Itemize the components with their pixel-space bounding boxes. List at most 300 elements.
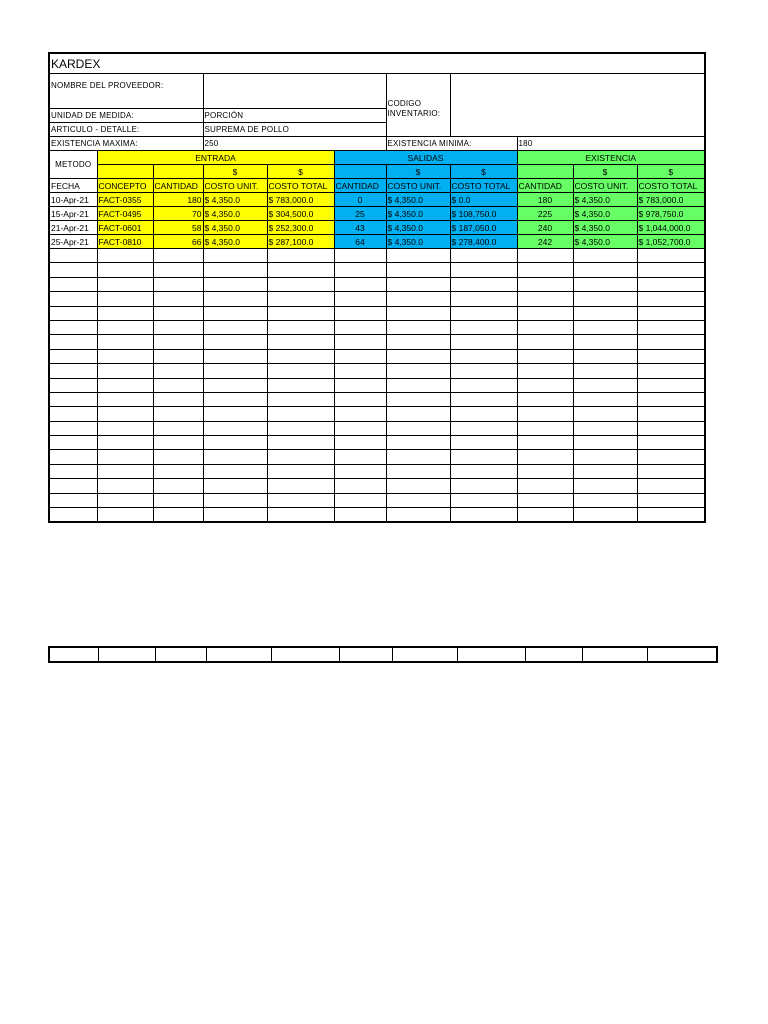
cell-r1-c0[interactable]: 15-Apr-21: [49, 207, 97, 221]
cell-r0-c4[interactable]: $ 783,000.0: [267, 193, 334, 207]
empty-cell[interactable]: [386, 349, 450, 363]
empty-cell[interactable]: [203, 479, 267, 493]
empty-cell[interactable]: [573, 277, 637, 291]
empty-cell[interactable]: [450, 493, 517, 507]
empty-cell[interactable]: [517, 493, 573, 507]
existencia-header: EXISTENCIA: [517, 151, 705, 165]
empty-cell[interactable]: [267, 306, 334, 320]
empty-cell[interactable]: [637, 392, 705, 406]
empty-cell[interactable]: [573, 407, 637, 421]
empty-cell[interactable]: [153, 263, 203, 277]
empty-cell[interactable]: [49, 421, 97, 435]
empty-cell[interactable]: [97, 493, 153, 507]
empty-cell[interactable]: [203, 493, 267, 507]
column-header-1: CONCEPTO: [97, 179, 153, 193]
column-header-2: CANTIDAD: [153, 179, 203, 193]
empty-cell[interactable]: [153, 378, 203, 392]
empty-cell[interactable]: [573, 349, 637, 363]
cell-r0-c9[interactable]: $ 4,350.0: [573, 193, 637, 207]
empty-cell[interactable]: [49, 378, 97, 392]
empty-cell[interactable]: [334, 378, 386, 392]
empty-cell[interactable]: [97, 421, 153, 435]
empty-cell[interactable]: [49, 479, 97, 493]
cell-r0-c5[interactable]: 0: [334, 193, 386, 207]
exist-min-value[interactable]: 180: [517, 137, 705, 151]
empty-row: [49, 249, 705, 263]
empty-cell[interactable]: [203, 292, 267, 306]
empty-cell[interactable]: [386, 306, 450, 320]
empty-cell[interactable]: [267, 493, 334, 507]
empty-cell[interactable]: [386, 320, 450, 334]
empty-cell[interactable]: [517, 292, 573, 306]
empty-row: [49, 320, 705, 334]
empty-cell[interactable]: [573, 493, 637, 507]
empty-cell[interactable]: [153, 364, 203, 378]
cell-r2-c6[interactable]: $ 4,350.0: [386, 221, 450, 235]
empty-cell[interactable]: [450, 378, 517, 392]
empty-cell[interactable]: [97, 407, 153, 421]
empty-cell[interactable]: [97, 378, 153, 392]
empty-cell[interactable]: [386, 450, 450, 464]
empty-cell[interactable]: [267, 421, 334, 435]
cell-r3-c9[interactable]: $ 4,350.0: [573, 235, 637, 249]
empty-cell[interactable]: [49, 508, 97, 523]
empty-cell[interactable]: [49, 392, 97, 406]
empty-cell[interactable]: [450, 335, 517, 349]
empty-cell[interactable]: [153, 320, 203, 334]
empty-cell[interactable]: [450, 407, 517, 421]
empty-cell[interactable]: [203, 450, 267, 464]
empty-cell[interactable]: [97, 450, 153, 464]
empty-cell[interactable]: [267, 508, 334, 523]
currency-subheader-4: [334, 165, 386, 179]
empty-cell[interactable]: [267, 378, 334, 392]
empty-cell[interactable]: [97, 508, 153, 523]
empty-cell[interactable]: [450, 436, 517, 450]
empty-cell[interactable]: [637, 508, 705, 523]
empty-cell[interactable]: [49, 450, 97, 464]
empty-cell[interactable]: [97, 464, 153, 478]
empty-cell[interactable]: [637, 349, 705, 363]
empty-cell[interactable]: [153, 421, 203, 435]
empty-cell[interactable]: [153, 335, 203, 349]
cell-r1-c2[interactable]: 70: [153, 207, 203, 221]
column-header-8: CANTIDAD: [517, 179, 573, 193]
empty-cell[interactable]: [386, 479, 450, 493]
kardex-sheet: [48, 52, 706, 523]
empty-cell[interactable]: [450, 450, 517, 464]
empty-cell[interactable]: [334, 335, 386, 349]
empty-cell[interactable]: [267, 407, 334, 421]
empty-cell[interactable]: [450, 392, 517, 406]
cell-r0-c0[interactable]: 10-Apr-21: [49, 193, 97, 207]
empty-row: [49, 464, 705, 478]
empty-cell[interactable]: [334, 464, 386, 478]
empty-cell[interactable]: [334, 277, 386, 291]
column-header-7: COSTO TOTAL: [450, 179, 517, 193]
empty-cell[interactable]: [97, 277, 153, 291]
cell-r0-c3[interactable]: $ 4,350.0: [203, 193, 267, 207]
empty-cell[interactable]: [49, 277, 97, 291]
empty-cell[interactable]: [334, 249, 386, 263]
empty-row: [49, 335, 705, 349]
empty-cell[interactable]: [450, 464, 517, 478]
empty-row: [49, 479, 705, 493]
column-header-5: CANTIDAD: [334, 179, 386, 193]
cell-r0-c10[interactable]: $ 783,000.0: [637, 193, 705, 207]
empty-cell[interactable]: [153, 292, 203, 306]
cell-r2-c9[interactable]: $ 4,350.0: [573, 221, 637, 235]
empty-cell[interactable]: [203, 421, 267, 435]
entrada-header: ENTRADA: [97, 151, 334, 165]
cell-r3-c2[interactable]: 66: [153, 235, 203, 249]
empty-cell[interactable]: [386, 436, 450, 450]
empty-cell[interactable]: [49, 407, 97, 421]
metodo-label: METODO: [49, 151, 97, 179]
column-header-10: COSTO TOTAL: [637, 179, 705, 193]
empty-cell[interactable]: [203, 364, 267, 378]
cell-r1-c6[interactable]: $ 4,350.0: [386, 207, 450, 221]
cell-r1-c8[interactable]: 225: [517, 207, 573, 221]
empty-cell[interactable]: [153, 407, 203, 421]
cell-r3-c7[interactable]: $ 278,400.0: [450, 235, 517, 249]
empty-cell[interactable]: [153, 464, 203, 478]
empty-cell[interactable]: [97, 349, 153, 363]
empty-row: [49, 436, 705, 450]
empty-cell[interactable]: [203, 306, 267, 320]
empty-cell[interactable]: [637, 306, 705, 320]
empty-cell[interactable]: [386, 335, 450, 349]
empty-cell[interactable]: [517, 436, 573, 450]
empty-cell[interactable]: [517, 407, 573, 421]
empty-cell[interactable]: [334, 392, 386, 406]
table-row: [49, 207, 705, 221]
empty-cell[interactable]: [203, 249, 267, 263]
empty-cell[interactable]: [573, 364, 637, 378]
empty-cell[interactable]: [267, 277, 334, 291]
empty-cell[interactable]: [334, 349, 386, 363]
empty-cell[interactable]: [267, 349, 334, 363]
empty-cell[interactable]: [203, 263, 267, 277]
empty-cell[interactable]: [203, 320, 267, 334]
empty-row: [49, 450, 705, 464]
empty-cell[interactable]: [517, 263, 573, 277]
empty-cell[interactable]: [334, 292, 386, 306]
cell-r2-c4[interactable]: $ 252,300.0: [267, 221, 334, 235]
cell-r1-c1[interactable]: FACT-0495: [97, 207, 153, 221]
empty-cell[interactable]: [386, 464, 450, 478]
cell-r3-c8[interactable]: 242: [517, 235, 573, 249]
empty-cell[interactable]: [49, 263, 97, 277]
empty-cell[interactable]: [49, 249, 97, 263]
empty-cell[interactable]: [637, 421, 705, 435]
empty-cell[interactable]: [386, 378, 450, 392]
empty-cell[interactable]: [573, 292, 637, 306]
empty-cell[interactable]: [97, 292, 153, 306]
empty-cell[interactable]: [517, 508, 573, 523]
cell-r3-c10[interactable]: $ 1,052,700.0: [637, 235, 705, 249]
empty-cell[interactable]: [573, 421, 637, 435]
empty-cell[interactable]: [573, 392, 637, 406]
empty-cell[interactable]: [637, 436, 705, 450]
empty-cell[interactable]: [267, 335, 334, 349]
empty-cell[interactable]: [267, 320, 334, 334]
empty-cell[interactable]: [49, 493, 97, 507]
cell-r2-c1[interactable]: FACT-0601: [97, 221, 153, 235]
empty-cell[interactable]: [517, 464, 573, 478]
empty-cell[interactable]: [517, 277, 573, 291]
empty-cell[interactable]: [637, 364, 705, 378]
cell-r0-c2[interactable]: 180: [153, 193, 203, 207]
empty-cell[interactable]: [517, 306, 573, 320]
empty-cell[interactable]: [386, 508, 450, 523]
empty-cell[interactable]: [203, 407, 267, 421]
empty-cell[interactable]: [153, 392, 203, 406]
empty-cell[interactable]: [203, 378, 267, 392]
cell-r3-c3[interactable]: $ 4,350.0: [203, 235, 267, 249]
empty-cell[interactable]: [49, 292, 97, 306]
articulo-label: ARTICULO - DETALLE:: [49, 123, 203, 137]
empty-cell[interactable]: [267, 392, 334, 406]
empty-cell[interactable]: [450, 320, 517, 334]
articulo-value[interactable]: SUPREMA DE POLLO: [203, 123, 386, 137]
empty-cell[interactable]: [450, 364, 517, 378]
exist-max-label: EXISTENCIA MAXIMA:: [49, 137, 203, 151]
empty-cell[interactable]: [386, 277, 450, 291]
empty-cell[interactable]: [97, 249, 153, 263]
empty-cell[interactable]: [637, 249, 705, 263]
empty-row: [49, 407, 705, 421]
empty-cell[interactable]: [450, 306, 517, 320]
empty-cell[interactable]: [203, 436, 267, 450]
cell-r1-c4[interactable]: $ 304,500.0: [267, 207, 334, 221]
cell-r2-c7[interactable]: $ 187,050.0: [450, 221, 517, 235]
proveedor-label: NOMBRE DEL PROVEEDOR:: [49, 74, 203, 109]
empty-cell[interactable]: [203, 392, 267, 406]
proveedor-value[interactable]: [203, 74, 386, 109]
cell-r0-c8[interactable]: 180: [517, 193, 573, 207]
empty-cell[interactable]: [450, 249, 517, 263]
column-header-9: COSTO UNIT.: [573, 179, 637, 193]
empty-cell[interactable]: [334, 364, 386, 378]
empty-cell[interactable]: [573, 436, 637, 450]
empty-cell[interactable]: [637, 277, 705, 291]
cell-r3-c0[interactable]: 25-Apr-21: [49, 235, 97, 249]
empty-cell[interactable]: [386, 263, 450, 277]
empty-cell[interactable]: [450, 508, 517, 523]
cell-r2-c5[interactable]: 43: [334, 221, 386, 235]
empty-cell[interactable]: [637, 263, 705, 277]
empty-cell[interactable]: [637, 464, 705, 478]
empty-cell[interactable]: [386, 292, 450, 306]
empty-cell[interactable]: [49, 306, 97, 320]
empty-cell[interactable]: [334, 450, 386, 464]
empty-cell[interactable]: [267, 364, 334, 378]
cell-r1-c9[interactable]: $ 4,350.0: [573, 207, 637, 221]
empty-row: [49, 508, 705, 523]
cell-r3-c5[interactable]: 64: [334, 235, 386, 249]
empty-cell[interactable]: [517, 349, 573, 363]
empty-cell[interactable]: [637, 320, 705, 334]
empty-cell[interactable]: [334, 436, 386, 450]
unidad-value[interactable]: PORCIÓN: [203, 109, 386, 123]
empty-cell[interactable]: [49, 349, 97, 363]
empty-cell[interactable]: [153, 306, 203, 320]
empty-cell[interactable]: [573, 335, 637, 349]
empty-cell[interactable]: [334, 263, 386, 277]
empty-cell[interactable]: [450, 263, 517, 277]
empty-cell[interactable]: [97, 306, 153, 320]
empty-cell[interactable]: [386, 249, 450, 263]
empty-cell[interactable]: [203, 277, 267, 291]
empty-cell[interactable]: [386, 364, 450, 378]
empty-cell[interactable]: [573, 306, 637, 320]
empty-cell[interactable]: [49, 364, 97, 378]
empty-cell[interactable]: [517, 450, 573, 464]
currency-subheader-8: $: [573, 165, 637, 179]
empty-cell[interactable]: [153, 349, 203, 363]
empty-row: [49, 421, 705, 435]
empty-cell[interactable]: [386, 407, 450, 421]
empty-cell[interactable]: [97, 335, 153, 349]
cell-r3-c6[interactable]: $ 4,350.0: [386, 235, 450, 249]
empty-cell[interactable]: [517, 421, 573, 435]
empty-cell[interactable]: [203, 335, 267, 349]
cell-r2-c3[interactable]: $ 4,350.0: [203, 221, 267, 235]
cell-r2-c8[interactable]: 240: [517, 221, 573, 235]
empty-cell[interactable]: [97, 479, 153, 493]
empty-cell[interactable]: [267, 436, 334, 450]
empty-cell[interactable]: [637, 479, 705, 493]
empty-cell[interactable]: [267, 263, 334, 277]
empty-cell[interactable]: [517, 249, 573, 263]
empty-cell[interactable]: [97, 392, 153, 406]
exist-max-value[interactable]: 250: [203, 137, 386, 151]
empty-cell[interactable]: [203, 349, 267, 363]
empty-cell[interactable]: [203, 508, 267, 523]
empty-cell[interactable]: [49, 335, 97, 349]
empty-cell[interactable]: [267, 292, 334, 306]
cell-r1-c5[interactable]: 25: [334, 207, 386, 221]
cell-r1-c10[interactable]: $ 978,750.0: [637, 207, 705, 221]
empty-cell[interactable]: [153, 493, 203, 507]
empty-cell[interactable]: [517, 479, 573, 493]
cell-r3-c1[interactable]: FACT-0810: [97, 235, 153, 249]
empty-cell[interactable]: [637, 378, 705, 392]
empty-cell[interactable]: [573, 464, 637, 478]
empty-row: [49, 306, 705, 320]
empty-cell[interactable]: [573, 378, 637, 392]
empty-cell[interactable]: [450, 421, 517, 435]
empty-cell[interactable]: [203, 464, 267, 478]
empty-cell[interactable]: [49, 464, 97, 478]
footer-row: [49, 647, 717, 662]
empty-cell[interactable]: [450, 292, 517, 306]
empty-cell[interactable]: [49, 320, 97, 334]
cell-r2-c0[interactable]: 21-Apr-21: [49, 221, 97, 235]
empty-cell[interactable]: [267, 464, 334, 478]
empty-cell[interactable]: [97, 436, 153, 450]
empty-cell[interactable]: [573, 450, 637, 464]
empty-cell[interactable]: [49, 436, 97, 450]
empty-cell[interactable]: [267, 479, 334, 493]
empty-cell[interactable]: [517, 392, 573, 406]
empty-cell[interactable]: [637, 450, 705, 464]
currency-subheader-7: [517, 165, 573, 179]
empty-cell[interactable]: [267, 450, 334, 464]
empty-cell[interactable]: [153, 508, 203, 523]
empty-row: [49, 392, 705, 406]
kardex-table: [48, 52, 706, 523]
empty-cell[interactable]: [637, 292, 705, 306]
empty-cell[interactable]: [450, 349, 517, 363]
empty-cell[interactable]: [386, 493, 450, 507]
cell-r0-c7[interactable]: $ 0.0: [450, 193, 517, 207]
empty-cell[interactable]: [334, 479, 386, 493]
codigo-value[interactable]: [450, 74, 705, 137]
kardex-title: KARDEX: [49, 53, 705, 74]
empty-cell[interactable]: [517, 364, 573, 378]
empty-cell[interactable]: [153, 479, 203, 493]
empty-cell[interactable]: [450, 479, 517, 493]
empty-cell[interactable]: [573, 320, 637, 334]
empty-cell[interactable]: [153, 277, 203, 291]
cell-r2-c2[interactable]: 58: [153, 221, 203, 235]
empty-cell[interactable]: [153, 450, 203, 464]
empty-cell[interactable]: [267, 249, 334, 263]
empty-cell[interactable]: [334, 421, 386, 435]
empty-cell[interactable]: [637, 493, 705, 507]
empty-cell[interactable]: [97, 364, 153, 378]
empty-cell[interactable]: [334, 320, 386, 334]
empty-cell[interactable]: [334, 407, 386, 421]
empty-cell[interactable]: [637, 335, 705, 349]
empty-cell[interactable]: [573, 249, 637, 263]
currency-subheader-9: $: [637, 165, 705, 179]
empty-cell[interactable]: [517, 378, 573, 392]
empty-row: [49, 493, 705, 507]
empty-cell[interactable]: [153, 436, 203, 450]
cell-r1-c7[interactable]: $ 108,750.0: [450, 207, 517, 221]
empty-cell[interactable]: [97, 263, 153, 277]
empty-cell[interactable]: [334, 306, 386, 320]
empty-cell[interactable]: [517, 320, 573, 334]
cell-r0-c1[interactable]: FACT-0355: [97, 193, 153, 207]
empty-cell[interactable]: [97, 320, 153, 334]
empty-cell[interactable]: [450, 277, 517, 291]
empty-cell[interactable]: [573, 508, 637, 523]
empty-cell[interactable]: [386, 421, 450, 435]
cell-r3-c4[interactable]: $ 287,100.0: [267, 235, 334, 249]
currency-subheader-3: $: [267, 165, 334, 179]
empty-cell[interactable]: [637, 407, 705, 421]
empty-cell[interactable]: [573, 263, 637, 277]
empty-cell[interactable]: [334, 508, 386, 523]
empty-cell[interactable]: [517, 335, 573, 349]
empty-cell[interactable]: [386, 392, 450, 406]
unidad-label: UNIDAD DE MEDIDA:: [49, 109, 203, 123]
table-row: [49, 221, 705, 235]
cell-r1-c3[interactable]: $ 4,350.0: [203, 207, 267, 221]
currency-subheader-2: $: [203, 165, 267, 179]
table-row: [49, 193, 705, 207]
cell-r0-c6[interactable]: $ 4,350.0: [386, 193, 450, 207]
empty-cell[interactable]: [573, 479, 637, 493]
cell-r2-c10[interactable]: $ 1,044,000.0: [637, 221, 705, 235]
codigo-label: CODIGO INVENTARIO:: [386, 74, 450, 137]
empty-cell[interactable]: [153, 249, 203, 263]
empty-cell[interactable]: [334, 493, 386, 507]
